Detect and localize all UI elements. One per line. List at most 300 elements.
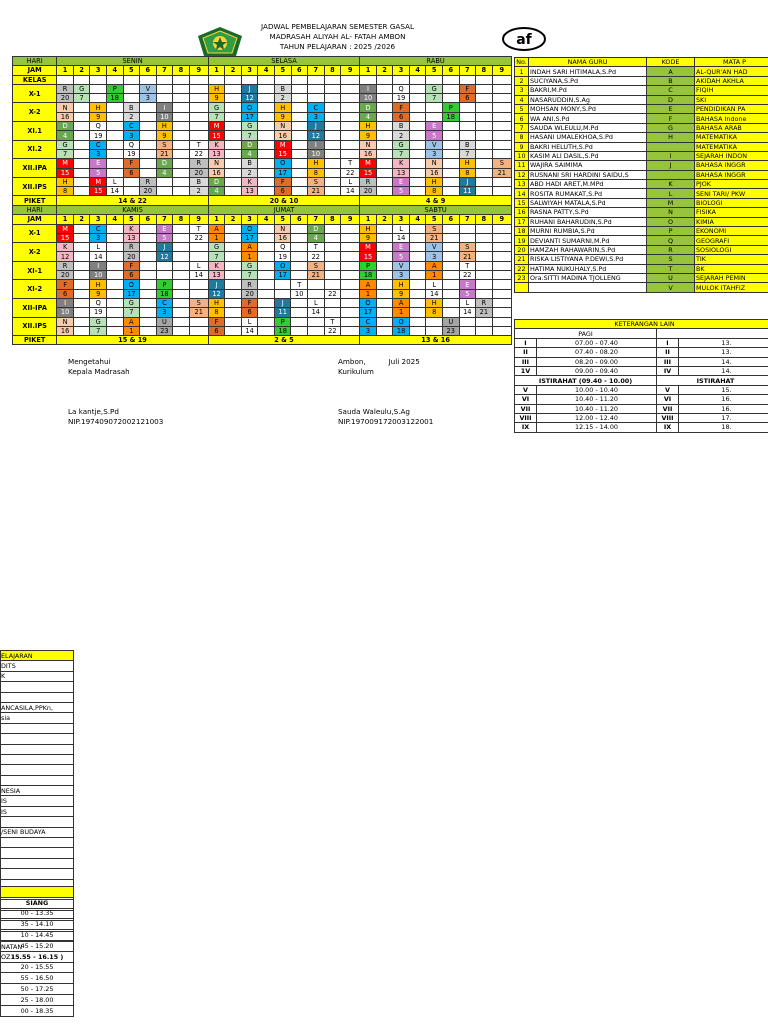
subject-code — [225, 261, 242, 270]
jam-row — [515, 395, 768, 404]
js2-row — [1, 951, 74, 962]
jam-time: 10.40 - 11.20 — [537, 404, 657, 413]
header-line-3: TAHUN PELAJARAN : 2025 /2026 — [279, 42, 396, 51]
teacher-number: 16 — [274, 131, 291, 140]
class-name: X-2 — [13, 243, 57, 262]
teacher-number — [291, 308, 308, 317]
period-number: 7 — [156, 215, 173, 224]
jam-time: 12.00 - 12.40 — [537, 413, 657, 422]
day-label: HARI — [13, 206, 57, 215]
subject-code: J — [274, 298, 291, 307]
teacher-number — [442, 94, 459, 103]
subject-code: I — [90, 261, 107, 270]
jam-time-siang: 14. — [679, 357, 768, 366]
subject-code: R — [360, 177, 377, 186]
teacher-number: 13 — [208, 271, 225, 280]
class-name: X-2 — [13, 103, 57, 122]
teacher-number — [258, 168, 275, 177]
guru-name: ROSITA RUMAKAT,S.Pd — [529, 189, 647, 198]
teacher-number — [341, 289, 360, 298]
teacher-number: 19 — [123, 149, 140, 158]
teacher-number — [140, 271, 157, 280]
subject-code — [173, 317, 190, 326]
subject-code — [189, 317, 208, 326]
subject-code: G — [208, 243, 225, 252]
jam-ke: V — [515, 385, 537, 394]
guru-subject: GEOGRAFI — [695, 236, 768, 245]
mp2-row — [1, 723, 74, 733]
period-number: 6 — [442, 66, 459, 75]
guru-subject: BAHASA ARAB — [695, 123, 768, 132]
subject-code — [492, 177, 511, 186]
istirahat: ISTIRAHAT (09.40 - 10.00) — [515, 376, 657, 385]
class-row — [13, 280, 512, 289]
period-number: 4 — [258, 215, 275, 224]
subject-code — [492, 103, 511, 112]
guru-header: No. — [516, 58, 527, 67]
subject-code: O — [393, 317, 410, 326]
period-number: 9 — [189, 66, 208, 75]
teacher-number — [106, 131, 123, 140]
subject-code — [106, 298, 123, 307]
teacher-number: 1 — [393, 308, 410, 317]
teacher-number: 13 — [208, 149, 225, 158]
teacher-number — [324, 187, 341, 196]
mp2-cell — [1, 858, 74, 868]
js2-row — [1, 984, 74, 995]
day-row — [13, 206, 512, 215]
subject-code: L — [459, 298, 476, 307]
teacher-number — [106, 271, 123, 280]
guru-no: 2 — [515, 76, 529, 85]
subject-code — [258, 261, 275, 270]
subject-code: A — [123, 317, 140, 326]
js2-cell: 00 - 18.35 — [1, 1005, 74, 1016]
mp2-cell — [1, 754, 74, 764]
subject-code — [258, 243, 275, 252]
subject-code: Q — [123, 140, 140, 149]
sign-left-name: La kantje,S.Pd — [68, 407, 119, 416]
subject-code — [73, 103, 90, 112]
teacher-number: 4 — [156, 168, 173, 177]
mp2-cell: OZ I — [1, 952, 74, 962]
jam-time-siang: 13. — [679, 338, 768, 347]
teacher-number: 21 — [492, 168, 511, 177]
mp2-row — [1, 671, 74, 681]
teacher-number — [492, 252, 511, 261]
teacher-number: 23 — [442, 326, 459, 335]
class-row — [13, 298, 512, 307]
subject-code — [90, 84, 107, 93]
teacher-number — [409, 308, 426, 317]
teacher-number: 13 — [393, 168, 410, 177]
teacher-number — [258, 149, 275, 158]
subject-code — [324, 122, 341, 131]
mp2-row — [1, 827, 74, 837]
teacher-number — [173, 187, 190, 196]
guru-code: I — [647, 151, 695, 160]
mp2-row — [1, 786, 74, 796]
mp2-cell: sia — [1, 713, 74, 723]
teacher-number: 9 — [90, 289, 107, 298]
guru-no: 14 — [515, 189, 529, 198]
kelas-empty — [492, 75, 511, 84]
teacher-number — [324, 131, 341, 140]
period-number: 8 — [173, 215, 190, 224]
teacher-number: 9 — [156, 131, 173, 140]
teacher-number: 10 — [291, 289, 308, 298]
teacher-number — [341, 271, 360, 280]
teacher-number — [459, 112, 476, 121]
guru-no: 4 — [515, 95, 529, 104]
teacher-number — [106, 168, 123, 177]
class-row — [13, 243, 512, 252]
period-number: 8 — [173, 66, 190, 75]
subject-code — [409, 280, 426, 289]
period-number: 5 — [274, 215, 291, 224]
subject-code — [376, 243, 393, 252]
teacher-number — [376, 149, 393, 158]
subject-code — [341, 280, 360, 289]
subject-code: H — [156, 122, 173, 131]
jam-ke: II — [515, 348, 537, 357]
subject-code — [324, 261, 341, 270]
teacher-number — [324, 112, 341, 121]
guru-no: 21 — [515, 255, 529, 264]
teacher-number: 18 — [393, 326, 410, 335]
guru-code: T — [647, 264, 695, 273]
period-number: 1 — [360, 215, 377, 224]
teacher-number — [476, 131, 493, 140]
subject-code: C — [360, 317, 377, 326]
teacher-number: 9 — [90, 112, 107, 121]
subject-code: P — [360, 261, 377, 270]
mp2-row — [1, 817, 74, 827]
subject-code: R — [123, 243, 140, 252]
subject-code: M — [274, 140, 291, 149]
teacher-number: 9 — [360, 233, 377, 242]
subject-code — [156, 261, 173, 270]
period-number: 8 — [476, 215, 493, 224]
subject-code: T — [189, 140, 208, 149]
subject-code — [376, 280, 393, 289]
guru-code: O — [647, 217, 695, 226]
teacher-number: 7 — [208, 112, 225, 121]
page2-time-table — [0, 886, 74, 1017]
subject-code — [173, 280, 190, 289]
teacher-number: 3 — [140, 94, 157, 103]
guru-row — [515, 208, 768, 217]
subject-code — [459, 103, 476, 112]
teacher-number — [258, 112, 275, 121]
teacher-number — [308, 326, 325, 335]
kelas-empty — [409, 75, 426, 84]
sign-right-line2: Kurikulum — [338, 367, 374, 376]
subject-code — [492, 298, 511, 307]
subject-code: D — [241, 140, 258, 149]
subject-code — [173, 261, 190, 270]
teacher-number: 17 — [274, 271, 291, 280]
teacher-number: 8 — [426, 187, 443, 196]
subject-code — [426, 317, 443, 326]
piket-value: 14 & 22 — [57, 196, 208, 205]
subject-code — [173, 122, 190, 131]
teacher-number: 14 — [426, 289, 443, 298]
period-number: 1 — [57, 215, 74, 224]
teacher-number — [492, 308, 511, 317]
subject-code — [341, 84, 360, 93]
subject-code — [189, 84, 208, 93]
subject-code: Q — [393, 84, 410, 93]
teacher-number — [140, 149, 157, 158]
subject-code: F — [208, 317, 225, 326]
teacher-number: 12 — [208, 289, 225, 298]
subject-code — [291, 177, 308, 186]
guru-code: F — [647, 114, 695, 123]
guru-subject: SOSIOLOGI — [695, 245, 768, 254]
teacher-number — [225, 271, 242, 280]
guru-no: 1 — [515, 67, 529, 76]
guru-subject: AL-QUR'AN HAD — [695, 67, 768, 76]
subject-code — [189, 122, 208, 131]
teacher-number: 10 — [57, 308, 74, 317]
subject-code: H — [393, 280, 410, 289]
teacher-number — [225, 289, 242, 298]
subject-code: O — [274, 261, 291, 270]
teacher-number: 17 — [241, 233, 258, 242]
subject-code — [442, 261, 459, 270]
teacher-number — [324, 271, 341, 280]
guru-code: L — [647, 189, 695, 198]
subject-code — [376, 122, 393, 131]
subject-code: S — [426, 224, 443, 233]
subject-code — [106, 317, 123, 326]
teacher-number — [324, 149, 341, 158]
subject-code — [73, 280, 90, 289]
teacher-number: 22 — [341, 168, 360, 177]
mp2-cell — [1, 765, 74, 775]
subject-code — [173, 159, 190, 168]
subject-code: N — [360, 140, 377, 149]
guru-code: V — [647, 283, 695, 292]
guru-subject: MATEMATIKA — [695, 142, 768, 151]
js2-cell: 15.55 - 16.15 ) — [1, 951, 74, 962]
mp2-row — [1, 765, 74, 775]
guru-no: 10 — [515, 151, 529, 160]
teacher-number — [189, 252, 208, 261]
subject-code: E — [156, 224, 173, 233]
jam-ke-siang: IX — [657, 423, 679, 432]
teacher-number — [341, 233, 360, 242]
teacher-number: 14 — [308, 308, 325, 317]
subject-code — [492, 317, 511, 326]
jam-ke-siang: VI — [657, 395, 679, 404]
subject-code: L — [241, 317, 258, 326]
guru-subject: FISIKA — [695, 208, 768, 217]
guru-no: 13 — [515, 180, 529, 189]
subject-code — [376, 159, 393, 168]
subject-code — [173, 177, 190, 186]
teacher-number — [140, 168, 157, 177]
mp2-row — [1, 858, 74, 868]
jam-time: 09.00 - 09.40 — [537, 366, 657, 375]
guru-code: G — [647, 123, 695, 132]
subject-code — [492, 140, 511, 149]
kelas-label: KELAS — [13, 75, 57, 84]
subject-code: D — [208, 177, 225, 186]
teacher-number: 12 — [241, 94, 258, 103]
day-kamis: KAMIS — [57, 206, 208, 215]
class-row — [13, 326, 512, 335]
kelas-row — [13, 75, 512, 84]
teacher-number: 21 — [308, 187, 325, 196]
class-row — [13, 140, 512, 149]
guru-no: 6 — [515, 114, 529, 123]
teacher-number: 18 — [106, 94, 123, 103]
mp2-cell — [1, 775, 74, 785]
js2-cell: 45 - 15.20 — [1, 940, 74, 951]
teacher-number — [140, 112, 157, 121]
subject-code — [140, 261, 157, 270]
subject-code: R — [476, 298, 493, 307]
subject-code — [459, 122, 476, 131]
teacher-number — [291, 326, 308, 335]
subject-code — [291, 261, 308, 270]
subject-code — [106, 159, 123, 168]
subject-code — [225, 103, 242, 112]
mp2-row — [1, 754, 74, 764]
subject-code: S — [308, 177, 325, 186]
subject-code — [140, 103, 157, 112]
teacher-number: 11 — [459, 187, 476, 196]
js2-cell: 20 - 15.55 — [1, 962, 74, 973]
guru-no: 23 — [515, 273, 529, 282]
subject-code — [341, 261, 360, 270]
subject-code: O — [123, 280, 140, 289]
teacher-number: 15 — [208, 131, 225, 140]
teacher-number — [73, 131, 90, 140]
subject-code: P — [156, 280, 173, 289]
guru-header: MATA P — [695, 58, 768, 67]
jam-row — [515, 385, 768, 394]
subject-code — [189, 280, 208, 289]
period-number: 6 — [291, 66, 308, 75]
kelas-empty — [459, 75, 476, 84]
teacher-number: 10 — [308, 149, 325, 158]
teacher-number — [324, 252, 341, 261]
teacher-number — [409, 149, 426, 158]
teacher-number: 9 — [274, 112, 291, 121]
subject-code: D — [57, 122, 74, 131]
subject-code: G — [57, 140, 74, 149]
guru-subject: KIMIA — [695, 217, 768, 226]
mp2-cell — [1, 744, 74, 754]
teacher-number: 17 — [274, 168, 291, 177]
class-row — [13, 112, 512, 121]
subject-code — [308, 280, 325, 289]
teacher-number — [225, 233, 242, 242]
subject-code: G — [90, 317, 107, 326]
subject-code: F — [241, 298, 258, 307]
guru-row — [515, 180, 768, 189]
teacher-number — [258, 308, 275, 317]
class-row — [13, 317, 512, 326]
subject-code — [189, 243, 208, 252]
mp2-row — [1, 682, 74, 692]
teacher-number: 6 — [123, 271, 140, 280]
teacher-number — [376, 271, 393, 280]
subject-code: G — [241, 261, 258, 270]
subject-code: H — [308, 159, 325, 168]
class-row — [13, 149, 512, 158]
js2-row — [1, 973, 74, 984]
subject-code — [442, 159, 459, 168]
subject-code: A — [241, 243, 258, 252]
teacher-number — [73, 271, 90, 280]
teacher-number: 14 — [393, 233, 410, 242]
teacher-number: 5 — [393, 252, 410, 261]
teacher-number: 21 — [189, 308, 208, 317]
subject-code — [409, 243, 426, 252]
subject-code — [291, 243, 308, 252]
js2-row — [1, 962, 74, 973]
guru-code: E — [647, 104, 695, 113]
guru-no: 9 — [515, 142, 529, 151]
teacher-number — [442, 131, 459, 140]
subject-code: N — [57, 317, 74, 326]
teacher-number: 22 — [324, 326, 341, 335]
subject-code: Q — [274, 243, 291, 252]
subject-code: V — [393, 261, 410, 270]
teacher-number — [291, 187, 308, 196]
period-number: 8 — [476, 66, 493, 75]
subject-code: B — [241, 159, 258, 168]
subject-code: O — [360, 298, 377, 307]
jam-row — [515, 423, 768, 432]
subject-code — [274, 280, 291, 289]
subject-code: C — [90, 224, 107, 233]
subject-code — [476, 122, 493, 131]
guru-row — [515, 95, 768, 104]
period-number: 2 — [376, 215, 393, 224]
guru-code: S — [647, 255, 695, 264]
subject-code — [258, 140, 275, 149]
teacher-number: 23 — [156, 326, 173, 335]
subject-code — [442, 298, 459, 307]
period-number: 3 — [241, 66, 258, 75]
subject-code — [324, 140, 341, 149]
teacher-number — [341, 308, 360, 317]
teacher-number — [308, 94, 325, 103]
guru-row — [515, 236, 768, 245]
subject-code: R — [57, 84, 74, 93]
subject-code — [291, 298, 308, 307]
teacher-number — [291, 271, 308, 280]
guru-name: BAKRI HELUTH,S.Pd — [529, 142, 647, 151]
teacher-number: 19 — [393, 94, 410, 103]
guru-name: HAMZAH RAHAWARIN,S.Pd — [529, 245, 647, 254]
kelas-empty — [324, 75, 341, 84]
subject-code: F — [57, 280, 74, 289]
af-logo — [501, 26, 547, 52]
subject-code: N — [426, 159, 443, 168]
subject-code — [442, 243, 459, 252]
guru-name: ABD HADI ARET,M.MPd — [529, 180, 647, 189]
guru-no: 20 — [515, 245, 529, 254]
subject-code — [258, 122, 275, 131]
guru-name: INDAH SARI HITIMALA,S.Pd — [529, 67, 647, 76]
subject-code: M — [57, 159, 74, 168]
